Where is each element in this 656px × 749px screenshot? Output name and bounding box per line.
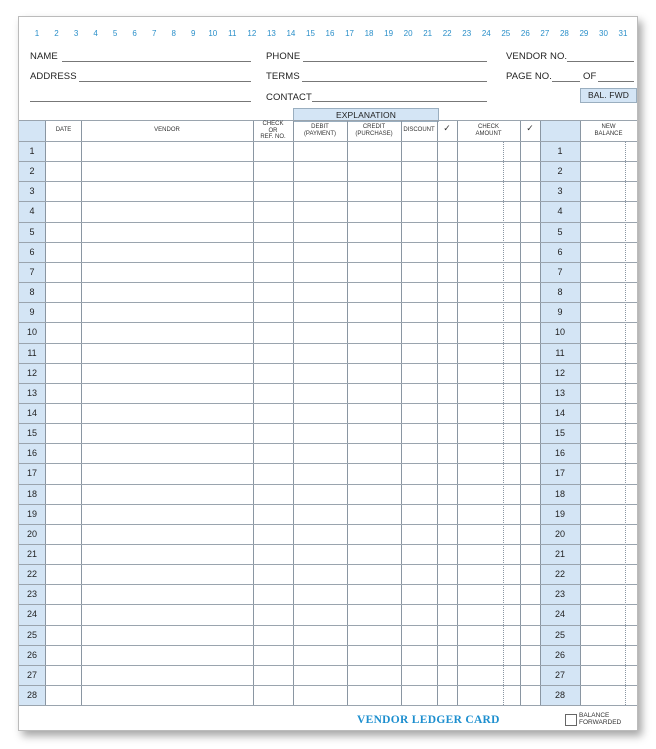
col-vendor: VENDOR (154, 127, 180, 133)
col-debit: DEBIT (PAYMENT) (303, 124, 337, 137)
explanation-label: EXPLANATION (336, 110, 396, 120)
day-number: 27 (540, 29, 550, 38)
row-number-left: 7 (29, 266, 35, 277)
day-number: 22 (442, 29, 452, 38)
row-number-left: 28 (26, 690, 37, 701)
col-check-amount: CHECK AMOUNT (475, 124, 502, 137)
bal-fwd-label: BAL. FWD (588, 90, 629, 100)
day-number: 16 (325, 29, 335, 38)
row-number-right: 27 (554, 669, 565, 680)
row-divider (19, 544, 637, 545)
header-bottom-rule (19, 141, 637, 142)
row-number-left: 1 (29, 146, 35, 156)
day-number: 3 (73, 29, 79, 38)
contact-field[interactable] (312, 101, 487, 102)
day-number: 10 (208, 29, 218, 38)
day-number: 31 (618, 29, 628, 38)
column-divider (45, 120, 46, 705)
row-divider (19, 322, 637, 323)
row-divider (19, 363, 637, 364)
row-divider (19, 484, 637, 485)
column-divider (437, 120, 438, 705)
contact-label: CONTACT (266, 92, 312, 103)
terms-field[interactable] (302, 81, 487, 82)
row-number-right: 23 (554, 589, 565, 600)
row-number-right: 11 (555, 347, 565, 358)
row-number-right: 26 (554, 649, 565, 660)
day-number: 18 (364, 29, 374, 38)
vendor-no-field[interactable] (567, 61, 634, 62)
row-number-right: 8 (557, 287, 563, 298)
row-number-right: 6 (557, 246, 563, 257)
col-check-ref: CHECK OR REF. NO. (260, 121, 286, 140)
address-label: ADDRESS (30, 71, 77, 82)
day-number: 7 (151, 29, 157, 38)
day-number: 8 (171, 29, 176, 38)
row-divider (19, 282, 637, 283)
row-divider (19, 665, 637, 666)
column-divider (81, 120, 82, 705)
column-divider (520, 120, 521, 705)
vendor-ledger-card (18, 16, 638, 731)
row-number-left: 23 (26, 589, 37, 600)
row-divider (19, 705, 637, 706)
row-number-left: 27 (26, 669, 37, 680)
row-divider (19, 262, 637, 263)
row-number-left: 21 (26, 549, 37, 559)
row-number-left: 20 (26, 528, 37, 539)
day-number: 4 (93, 29, 98, 38)
row-divider (19, 222, 637, 223)
row-divider (19, 685, 637, 686)
row-number-right: 20 (554, 528, 565, 539)
terms-label: TERMS (266, 71, 300, 82)
col-date: DATE (55, 127, 72, 133)
row-number-right: 5 (557, 226, 563, 237)
col-check-mark-1: ✓ (443, 123, 451, 133)
row-number-left: 9 (29, 307, 35, 318)
row-number-left: 14 (26, 407, 37, 418)
phone-label: PHONE (266, 51, 301, 62)
row-divider (19, 524, 637, 525)
day-number: 21 (423, 29, 433, 38)
row-number-left: 17 (26, 468, 37, 479)
day-number: 15 (306, 29, 315, 38)
column-divider (457, 120, 458, 705)
day-number: 25 (501, 29, 511, 38)
row-divider (19, 161, 637, 162)
row-number-right: 18 (554, 488, 565, 499)
column-divider (293, 120, 294, 705)
row-divider (19, 383, 637, 384)
row-number-right: 1 (557, 146, 563, 156)
row-number-right: 3 (557, 186, 563, 197)
row-number-left: 13 (26, 387, 37, 398)
day-number: 28 (559, 29, 569, 38)
day-number: 23 (462, 29, 472, 38)
phone-field[interactable] (303, 61, 487, 62)
col-check-mark-2: ✓ (526, 123, 534, 133)
row-divider (19, 463, 637, 464)
col-credit: CREDIT (PURCHASE) (355, 124, 393, 137)
row-number-right: 16 (554, 448, 565, 459)
of-label: OF (583, 71, 597, 82)
row-divider (19, 201, 637, 202)
row-number-left: 6 (29, 246, 35, 257)
row-number-left: 19 (26, 508, 37, 519)
address-field[interactable] (79, 81, 251, 82)
day-number: 6 (132, 29, 137, 38)
row-number-right: 15 (554, 428, 565, 439)
day-number: 14 (286, 29, 296, 38)
row-number-right: 24 (554, 609, 565, 620)
col-new-balance: NEW BALANCE (594, 124, 623, 137)
row-divider (19, 504, 637, 505)
row-number-left: 22 (26, 569, 37, 580)
row-number-left: 2 (29, 166, 35, 177)
row-number-right: 17 (554, 468, 565, 479)
row-number-left: 11 (27, 347, 37, 358)
row-number-right: 22 (554, 569, 565, 580)
row-divider (19, 443, 637, 444)
row-number-right: 13 (554, 387, 565, 398)
day-number: 11 (228, 29, 237, 38)
of-field[interactable] (598, 81, 634, 82)
day-number: 5 (112, 29, 118, 38)
row-number-left: 25 (26, 629, 37, 640)
balance-forwarded-checkbox[interactable] (565, 714, 577, 726)
row-divider (19, 625, 637, 626)
address-line-2-field[interactable] (30, 101, 251, 102)
col-discount: DISCOUNT (403, 127, 435, 133)
page-no-field[interactable] (552, 81, 580, 82)
column-divider (401, 120, 402, 705)
day-number: 1 (34, 29, 40, 38)
balance-forwarded-label: BALANCE FORWARDED (579, 712, 622, 726)
row-number-left: 3 (29, 186, 35, 197)
row-number-left: 18 (26, 488, 37, 499)
row-number-left: 12 (26, 367, 37, 378)
day-number: 2 (54, 29, 59, 38)
day-number: 20 (403, 29, 413, 38)
row-number-right: 4 (557, 206, 563, 217)
row-divider (19, 645, 637, 646)
row-number-left: 5 (29, 226, 35, 237)
row-number-left: 8 (29, 287, 35, 298)
day-number: 29 (579, 29, 589, 38)
row-divider (19, 302, 637, 303)
column-divider (580, 120, 581, 705)
row-number-left: 4 (29, 206, 35, 217)
column-divider (347, 120, 348, 705)
row-number-right: 2 (557, 166, 563, 177)
day-number: 12 (247, 29, 257, 38)
card-title: VENDOR LEDGER CARD (357, 714, 500, 726)
name-label: NAME (30, 51, 58, 62)
row-number-right: 21 (554, 549, 565, 559)
day-number: 9 (191, 29, 196, 38)
day-number: 19 (384, 29, 394, 38)
column-divider (253, 120, 254, 705)
day-number: 17 (345, 29, 354, 38)
row-number-right: 10 (554, 327, 565, 338)
name-field[interactable] (62, 61, 251, 62)
row-divider (19, 423, 637, 424)
row-divider (19, 181, 637, 182)
row-number-left: 15 (26, 428, 37, 439)
day-number: 26 (520, 29, 530, 38)
row-divider (19, 343, 637, 344)
row-divider (19, 584, 637, 585)
row-number-left: 10 (26, 327, 37, 338)
row-number-right: 28 (554, 690, 565, 701)
day-number: 30 (599, 29, 608, 38)
row-number-left: 24 (26, 609, 37, 620)
row-divider (19, 242, 637, 243)
row-number-right: 14 (554, 407, 565, 418)
header-top-rule (19, 120, 637, 121)
row-number-right: 25 (554, 629, 565, 640)
day-number: 24 (481, 29, 491, 38)
row-number-right: 19 (554, 508, 565, 519)
page-no-label: PAGE NO. (506, 71, 553, 82)
row-number-left: 16 (26, 448, 37, 459)
row-number-right: 12 (554, 367, 565, 378)
vendor-no-label: VENDOR NO. (506, 51, 568, 62)
day-number: 13 (266, 29, 276, 38)
row-divider (19, 564, 637, 565)
row-number-right: 9 (557, 307, 563, 318)
row-divider (19, 604, 637, 605)
row-number-right: 7 (557, 266, 563, 277)
row-divider (19, 403, 637, 404)
row-number-left: 26 (26, 649, 37, 660)
